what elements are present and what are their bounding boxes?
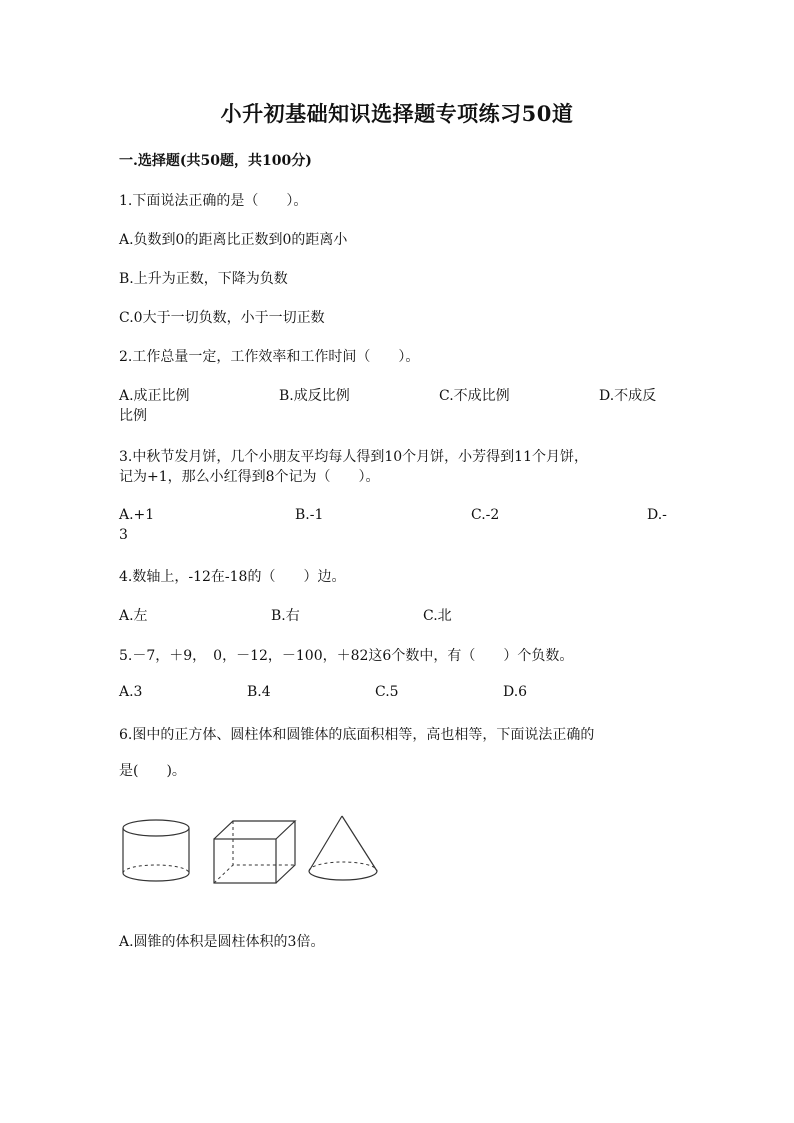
question-3-option-b: B.-1 <box>295 507 324 523</box>
question-3-option-c: C.-2 <box>471 507 500 523</box>
question-2-option-d: D.不成反 <box>599 388 657 404</box>
question-5-option-c: C.5 <box>375 684 399 700</box>
question-5-option-d: D.6 <box>503 684 528 700</box>
cube-icon <box>207 815 301 889</box>
question-4-stem: 4.数轴上，-12在-18的（ ）边。 <box>119 569 346 585</box>
question-3-stem-line-1: 3.中秋节发月饼，几个小朋友平均每人得到10个月饼，小芳得到11个月饼， <box>119 449 588 465</box>
question-1-option-b: B.上升为正数，下降为负数 <box>119 271 288 287</box>
section-heading: 一.选择题(共50题，共100分) <box>119 153 312 169</box>
document-title: 小升初基础知识选择题专项练习50道 <box>220 101 574 126</box>
question-2-stem: 2.工作总量一定，工作效率和工作时间（ ）。 <box>119 349 420 365</box>
question-6-stem-line-1: 6.图中的正方体、圆柱体和圆锥体的底面积相等，高也相等，下面说法正确的 <box>119 727 595 743</box>
question-6-stem-line-2: 是( )。 <box>119 763 186 779</box>
cylinder-icon <box>118 815 196 889</box>
question-2-option-d-wrap: 比例 <box>119 408 147 424</box>
question-1-stem: 1.下面说法正确的是（ ）。 <box>119 193 308 209</box>
question-5-stem: 5.－7，＋9， 0，－12，－100，＋82这6个数中，有（ ）个负数。 <box>119 648 574 664</box>
question-3-option-a: A.+1 <box>119 507 155 523</box>
question-4-option-b: B.右 <box>271 608 300 624</box>
cone-icon <box>304 812 384 890</box>
question-2-option-a: A.成正比例 <box>119 388 190 404</box>
question-1-option-a: A.负数到0的距离比正数到0的距离小 <box>119 232 348 248</box>
question-5-option-b: B.4 <box>247 684 271 700</box>
question-5-option-a: A.3 <box>119 684 143 700</box>
question-6-option-a: A.圆锥的体积是圆柱体积的3倍。 <box>119 934 325 950</box>
question-2-option-c: C.不成比例 <box>439 388 510 404</box>
question-3-stem-line-2: 记为+1，那么小红得到8个记为（ ）。 <box>119 469 380 485</box>
question-4-option-a: A.左 <box>119 608 148 624</box>
question-1-option-c: C.0大于一切负数，小于一切正数 <box>119 310 325 326</box>
question-3-option-d-wrap: 3 <box>119 527 128 543</box>
question-2-option-b: B.成反比例 <box>279 388 350 404</box>
question-3-option-d: D.- <box>647 507 667 523</box>
question-4-option-c: C.北 <box>423 608 452 624</box>
